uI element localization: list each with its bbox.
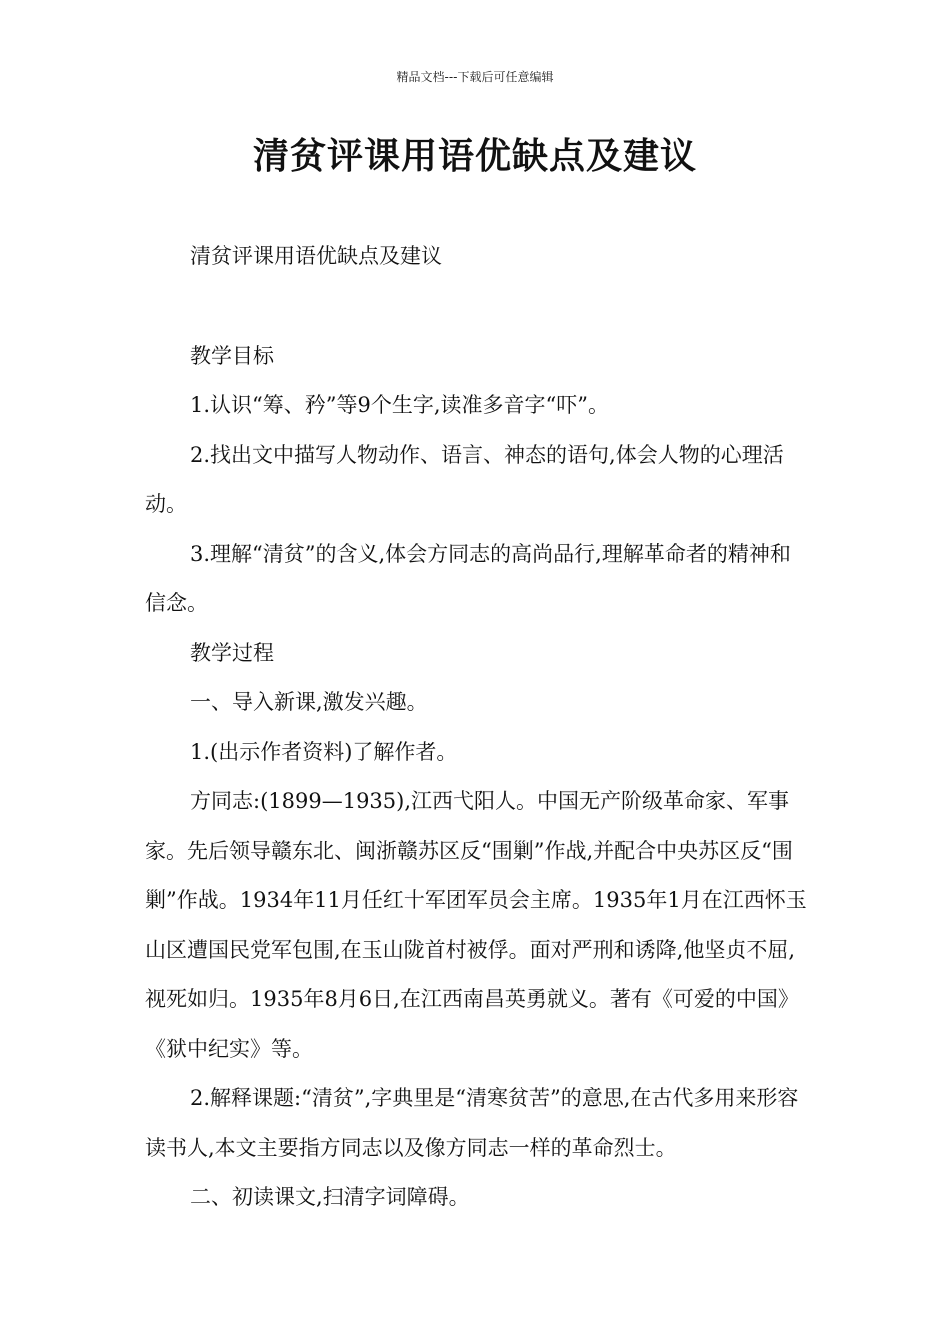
process-step-2: 二、初读课文,扫清字词障碍。 <box>190 1185 470 1209</box>
objective-item-3: 3.理解“清贫”的含义,体会方同志的高尚品行,理解革命者的精神和信念。 <box>145 541 791 615</box>
author-bio-paragraph: 方同志:(1899—1935),江西弋阳人。中国无产阶级革命家、军事家。先后领导赣东北、闽浙赣苏区反“围剿”作战,并配合中央苏区反“围剿”作战。1934年11月任红十军团军员会主席。1935年1月在江西怀玉山区遭国民党军包围,在玉山陇首村被俘。面对严刑和诱降,他坚贞不屈,视死如归。1935年8月6日,在江西南昌英勇就义。著有《可爱的中国》《狱中纪实》等。 <box>145 789 807 1061</box>
process-substep-1: 1.(出示作者资料)了解作者。 <box>190 739 458 764</box>
document-body <box>145 232 810 1223</box>
objective-item-1: 1.认识“筹、矜”等9个生字,读准多音字“吓”。 <box>190 393 610 417</box>
blank-line <box>145 282 810 332</box>
objective-item-2: 2.找出文中描写人物动作、语言、神态的语句,体会人物的心理活动。 <box>145 442 784 516</box>
section-heading-objectives: 教学目标 <box>190 343 274 368</box>
process-step-1: 一、导入新课,激发兴趣。 <box>190 690 428 714</box>
subtitle-paragraph: 清贫评课用语优缺点及建议 <box>190 244 442 268</box>
document-title: 清贫评课用语优缺点及建议 <box>252 136 697 177</box>
header-note: 精品文档---下载后可任意编辑 <box>396 70 554 84</box>
section-heading-process: 教学过程 <box>190 640 274 665</box>
process-substep-2: 2.解释课题:“清贫”,字典里是“清寒贫苦”的意思,在古代多用来形容读书人,本文主要指方同志以及像方同志一样的革命烈士。 <box>145 1086 799 1160</box>
